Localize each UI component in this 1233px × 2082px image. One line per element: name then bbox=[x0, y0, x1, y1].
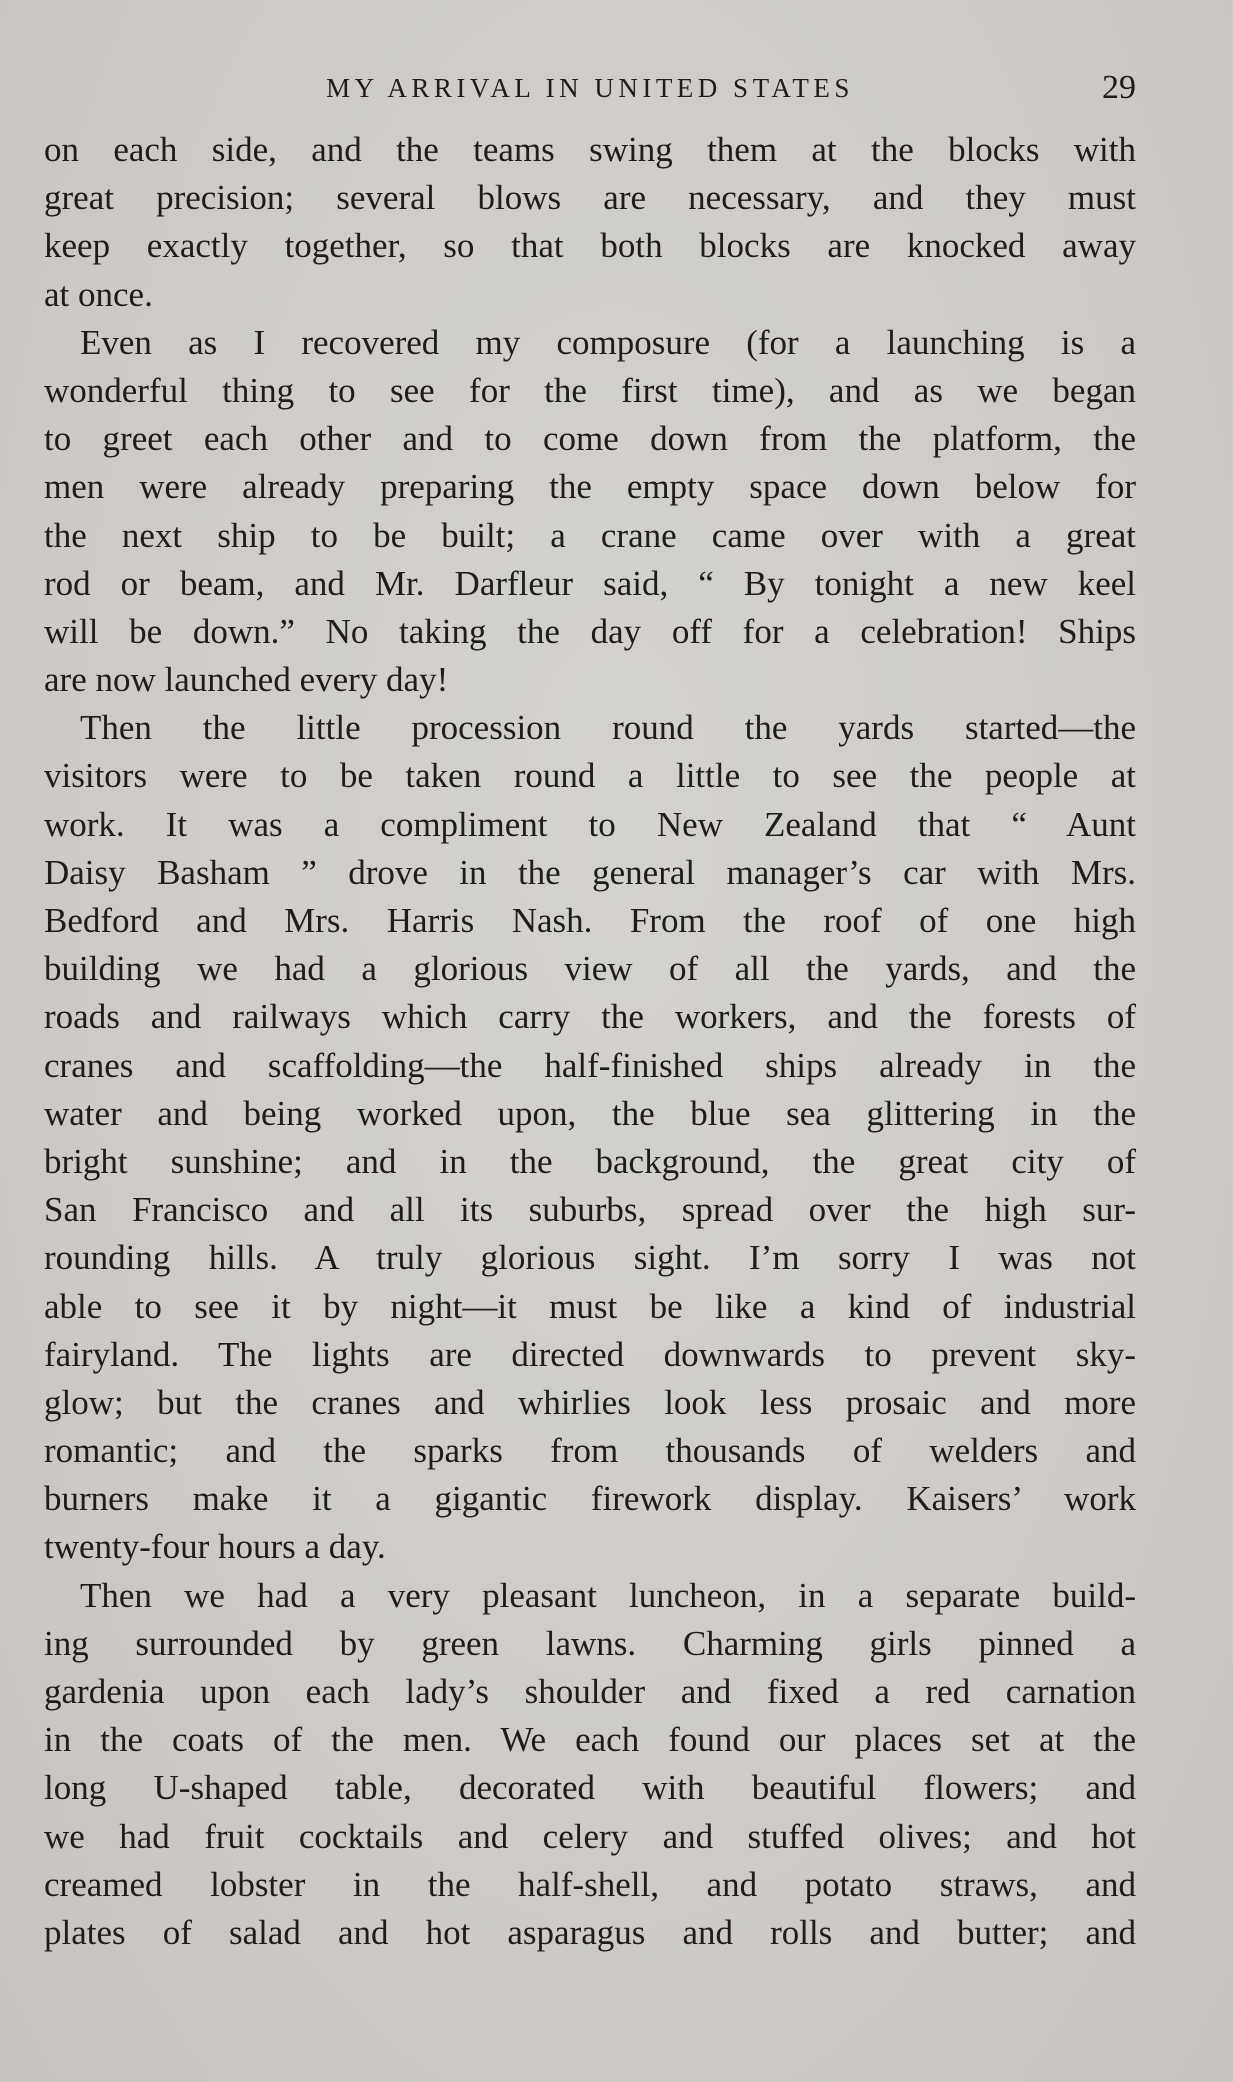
paragraph bbox=[44, 126, 1136, 319]
running-title: MY ARRIVAL IN UNITED STATES bbox=[326, 73, 854, 103]
text-line: rounding hills. A truly glorious sight. I’m sorry I was not bbox=[44, 1238, 1136, 1278]
text-line: at once. bbox=[44, 274, 153, 314]
text-line: twenty-four hours a day. bbox=[44, 1527, 386, 1567]
paragraph bbox=[44, 319, 1136, 705]
text-line: work. It was a compliment to New Zealand that “ Aunt bbox=[44, 804, 1136, 844]
text-line: will be down.” No taking the day off for a celebration! Ships bbox=[44, 611, 1136, 651]
text-line: creamed lobster in the half-shell, and potato straws, and bbox=[44, 1864, 1136, 1904]
text-line: on each side, and the teams swing them at the blocks with bbox=[44, 130, 1136, 169]
text-line: men were already preparing the empty space down below for bbox=[44, 467, 1136, 507]
page-number: 29 bbox=[1102, 69, 1136, 106]
text-line: roads and railways which carry the workers, and the forests of bbox=[44, 997, 1136, 1037]
text-line: keep exactly together, so that both blocks are knocked away bbox=[44, 226, 1136, 266]
text-line: Bedford and Mrs. Harris Nash. From the roof of one high bbox=[44, 901, 1136, 940]
text-line: Then the little procession round the yards started—the bbox=[80, 708, 1136, 748]
text-line: in the coats of the men. We each found our places set at the bbox=[44, 1720, 1136, 1760]
text-line: cranes and scaffolding—the half-finished ships already in the bbox=[44, 1045, 1136, 1085]
text-line: building we had a glorious view of all the yards, and the bbox=[44, 949, 1136, 989]
text-line: glow; but the cranes and whirlies look less prosaic and more bbox=[44, 1382, 1136, 1422]
running-header bbox=[44, 68, 1136, 108]
text-line: the next ship to be built; a crane came over with a great bbox=[44, 515, 1136, 555]
paragraph bbox=[44, 704, 1136, 1571]
text-line: wonderful thing to see for the first time), and as we began bbox=[44, 370, 1136, 410]
paragraph bbox=[44, 1572, 1136, 1958]
text-line: are now launched every day! bbox=[44, 660, 449, 700]
text-line: able to see it by night—it must be like a kind of industrial bbox=[44, 1286, 1136, 1326]
text-line: visitors were to be taken round a little to see the people at bbox=[44, 756, 1136, 796]
text-line: gardenia upon each lady’s shoulder and fixed a red carnation bbox=[44, 1672, 1136, 1711]
text-line: fairyland. The lights are directed downwards to prevent sky- bbox=[44, 1334, 1136, 1374]
text-line: water and being worked upon, the blue sea glittering in the bbox=[44, 1093, 1136, 1133]
text-line: rod or beam, and Mr. Darfleur said, “ By tonight a new keel bbox=[44, 563, 1136, 603]
text-line: romantic; and the sparks from thousands of welders and bbox=[44, 1431, 1136, 1471]
text-line: Even as I recovered my composure (for a launching is a bbox=[80, 322, 1136, 362]
text-line: to greet each other and to come down from the platform, the bbox=[44, 419, 1136, 459]
text-line: we had fruit cocktails and celery and stuffed olives; and hot bbox=[44, 1816, 1136, 1856]
text-line: Daisy Basham ” drove in the general manager’s car with Mrs. bbox=[44, 852, 1136, 892]
text-line: burners make it a gigantic firework display. Kaisers’ work bbox=[44, 1479, 1136, 1519]
text-line: bright sunshine; and in the background, the great city of bbox=[44, 1141, 1136, 1181]
text-line: ing surrounded by green lawns. Charming girls pinned a bbox=[44, 1623, 1136, 1663]
text-line: long U-shaped table, decorated with beautiful flowers; and bbox=[44, 1768, 1136, 1808]
text-line: Then we had a very pleasant luncheon, in a separate build- bbox=[80, 1575, 1136, 1615]
body-text bbox=[44, 126, 1136, 1957]
text-line: great precision; several blows are necessary, and they must bbox=[44, 178, 1136, 218]
text-line: plates of salad and hot asparagus and rolls and butter; and bbox=[44, 1912, 1136, 1952]
text-line: San Francisco and all its suburbs, spread over the high sur- bbox=[44, 1190, 1136, 1230]
